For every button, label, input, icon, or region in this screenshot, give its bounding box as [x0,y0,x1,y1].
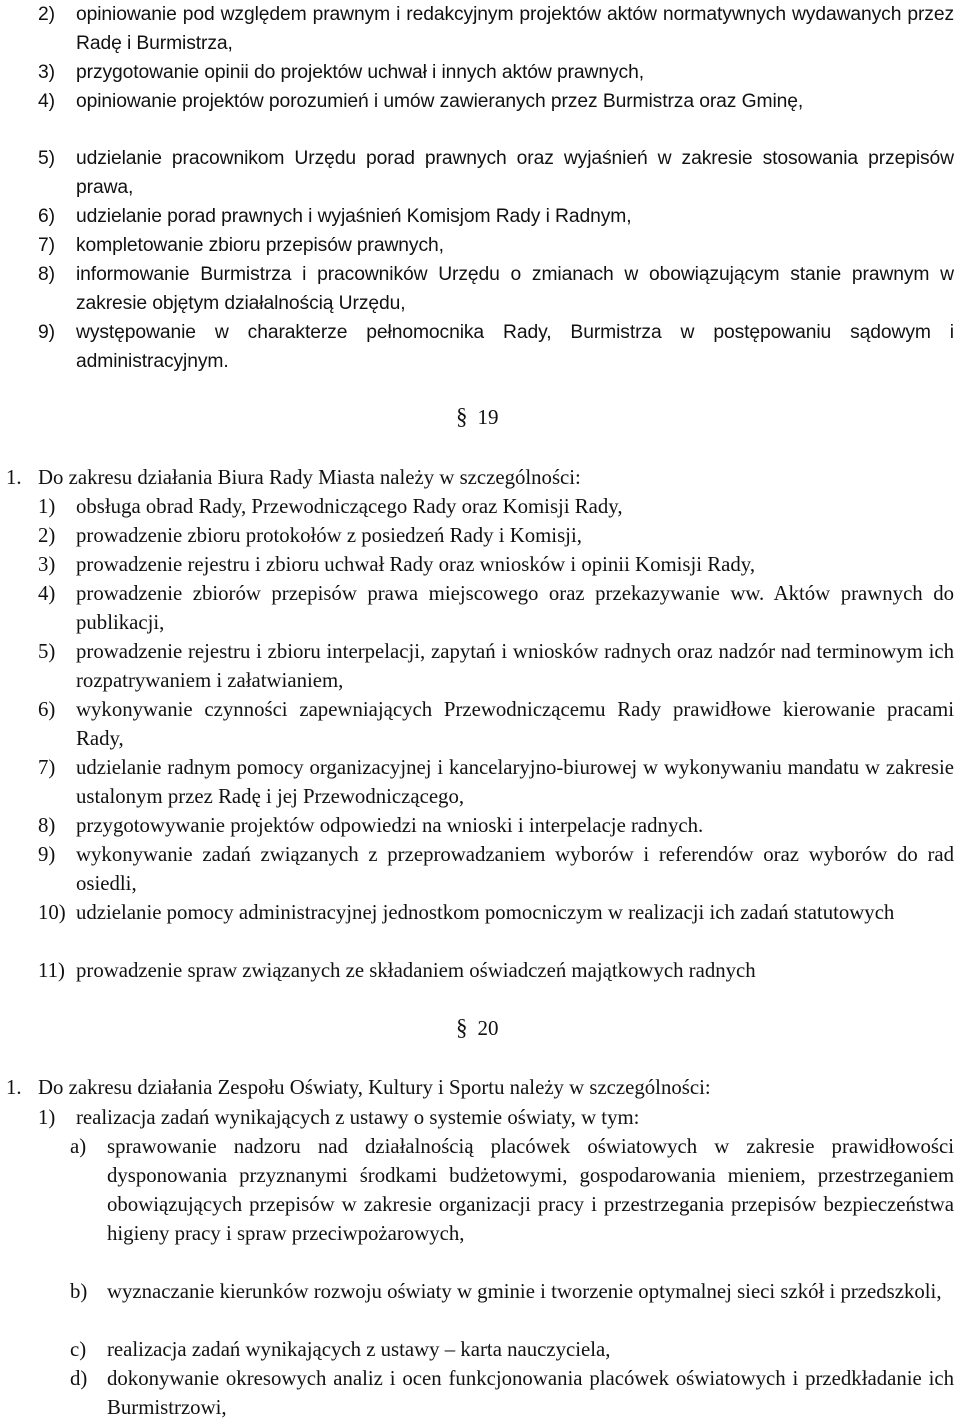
item-letter: c) [70,1338,87,1361]
item-text: wykonywanie czynności zapewniających Przewodniczącemu Rady prawidłowe kierowanie pracami Rady, [76,698,954,750]
item-text: występowanie w charakterze pełnomocnika Rady, Burmistrza w postępowaniu sądowym i administracyjnym. [76,322,954,372]
item-number: 4) [38,91,55,112]
list-item [38,492,954,521]
item-number: 9) [38,843,56,866]
item-text: opiniowanie pod względem prawnym i redakcyjnym projektów aktów normatywnych wydawanych przez Radę i Burmistrza, [76,4,954,54]
item-text: sprawowanie nadzoru nad działalnością placówek oświatowych w zakresie prawidłowości dysponowania przyznanymi środkami budżetowymi, gospodarowania mieniem, przestrzeganiem obowiązujących przepisów w zakresie organizacji pracy i przestrzegania przepisów bezpieczeństwa higieny pracy i spraw przeciwpożarowych, [107,1135,954,1245]
item-number: 1) [38,495,56,518]
intro-number: 1. [6,466,22,489]
list-item [38,753,954,811]
item-text: przygotowywanie projektów odpowiedzi na wnioski i interpelacje radnych. [76,814,704,837]
item-number: 5) [38,640,56,663]
item-number: 8) [38,264,55,285]
intro-text: Do zakresu działania Zespołu Oświaty, Kultury i Sportu należy w szczególności: [38,1076,711,1099]
item-text: prowadzenie rejestru i zbioru interpelacji, zapytań i wniosków radnych oraz nadzór nad terminowym ich rozpatrywaniem i załatwianiem, [76,640,954,692]
list-item [38,956,954,985]
list-item [38,202,954,231]
item-text: prowadzenie zbiorów przepisów prawa miejscowego oraz przekazywanie ww. Aktów prawnych do publikacji, [76,582,954,634]
item-number: 3) [38,62,55,83]
item-text: informowanie Burmistrza i pracowników Urzędu o zmianach w obowiązującym stanie prawnym w zakresie objętym działalnością Urzędu, [76,264,954,314]
item-text: wykonywanie zadań związanych z przeprowadzaniem wyborów i referendów oraz wyborów do rad osiedli, [76,843,954,895]
list-item [38,579,954,637]
list-item [38,260,954,318]
section-sign: § [456,1015,468,1040]
item-number: 1) [38,1106,56,1129]
list-item [38,811,954,840]
section-intro [6,1073,711,1102]
item-number: 6) [38,698,56,721]
item-letter: d) [70,1367,88,1390]
item-text: prowadzenie rejestru i zbioru uchwał Rady oraz wniosków i opinii Komisji Rady, [76,553,756,576]
sub-list-item [70,1364,954,1422]
item-text: udzielanie radnym pomocy organizacyjnej i kancelaryjno-biurowej w wykonywaniu mandatu w zakresie ustalonym przez Radę i jej Przewodniczącego, [76,756,954,808]
sub-list-item [70,1132,954,1248]
item-number: 11) [38,959,65,982]
item-text: dokonywanie okresowych analiz i ocen funkcjonowania placówek oświatowych i przedkładanie ich Burmistrzowi, [107,1367,954,1419]
item-number: 10) [38,901,66,924]
item-text: obsługa obrad Rady, Przewodniczącego Rady oraz Komisji Rady, [76,495,623,518]
item-number: 9) [38,322,55,343]
item-text: udzielanie pracownikom Urzędu porad prawnych oraz wyjaśnień w zakresie stosowania przepisów prawa, [76,148,954,198]
item-number: 2) [38,4,55,25]
intro-number: 1. [6,1076,22,1099]
item-number: 6) [38,206,55,227]
item-number: 7) [38,235,55,256]
list-item [38,898,954,927]
item-number: 4) [38,582,56,605]
item-text: opiniowanie projektów porozumień i umów zawieranych przez Burmistrza oraz Gminę, [76,91,804,112]
item-text: prowadzenie zbioru protokołów z posiedzeń Rady i Komisji, [76,524,582,547]
list-item [38,0,954,58]
item-text: udzielanie porad prawnych i wyjaśnień Komisjom Rady i Radnym, [76,206,632,227]
item-text: wyznaczanie kierunków rozwoju oświaty w gminie i tworzenie optymalnej sieci szkół i przedszkoli, [107,1280,942,1303]
section-heading-20 [456,1015,499,1041]
item-letter: b) [70,1280,88,1303]
section-sign: § [456,404,468,429]
item-text: realizacja zadań wynikających z ustawy o systemie oświaty, w tym: [76,1106,640,1129]
list-item [38,840,954,898]
list-item [38,1103,954,1132]
list-item [38,695,954,753]
item-text: kompletowanie zbioru przepisów prawnych, [76,235,444,256]
list-item [38,144,954,202]
item-letter: a) [70,1135,87,1158]
section-intro [6,463,581,492]
item-number: 7) [38,756,56,779]
section-number: 20 [477,1016,499,1040]
section-heading-19 [456,404,499,430]
item-number: 5) [38,148,55,169]
item-text: przygotowanie opinii do projektów uchwał i innych aktów prawnych, [76,62,644,83]
list-item [38,318,954,376]
list-item [38,521,954,550]
list-item [38,87,954,116]
item-number: 2) [38,524,56,547]
item-number: 8) [38,814,56,837]
intro-text: Do zakresu działania Biura Rady Miasta należy w szczególności: [38,466,581,489]
list-item [38,231,954,260]
item-text: realizacja zadań wynikających z ustawy – karta nauczyciela, [107,1338,611,1361]
list-item [38,550,954,579]
item-text: prowadzenie spraw związanych ze składaniem oświadczeń majątkowych radnych [76,959,756,982]
section-number: 19 [477,405,499,429]
list-item [38,58,954,87]
sub-list-item [70,1277,954,1306]
item-number: 3) [38,553,56,576]
sub-list-item [70,1335,954,1364]
item-text: udzielanie pomocy administracyjnej jednostkom pomocniczym w realizacji ich zadań statutowych [76,901,895,924]
list-item [38,637,954,695]
